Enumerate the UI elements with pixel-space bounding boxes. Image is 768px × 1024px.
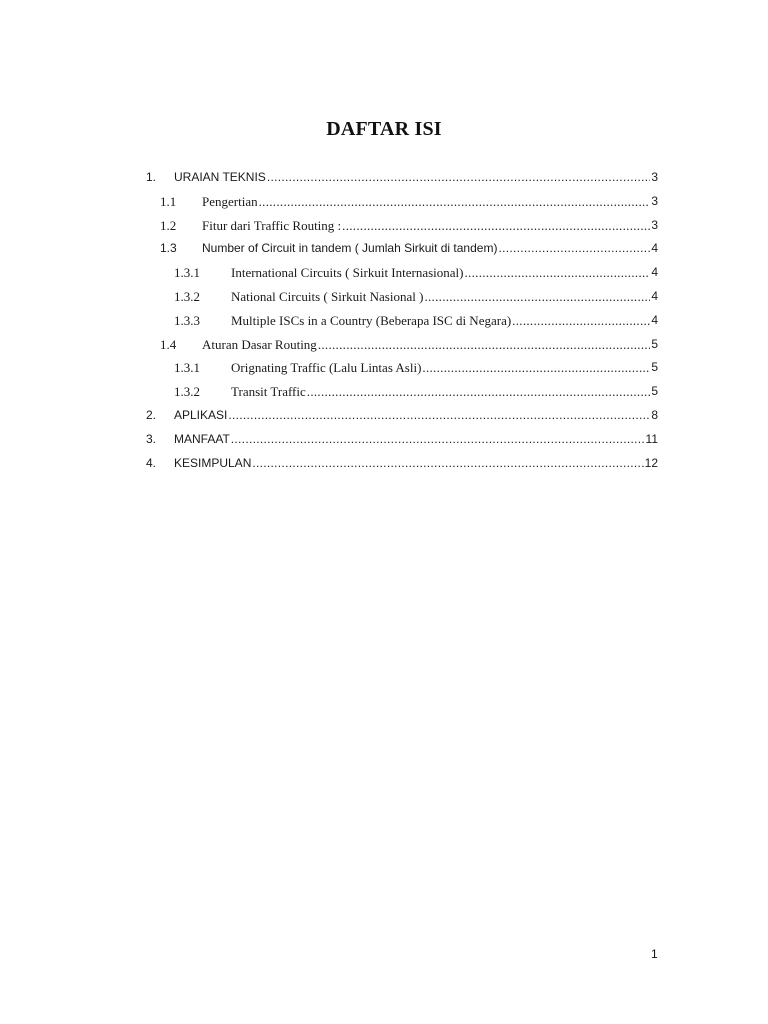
toc-entry-title: Multiple ISCs in a Country (Beberapa ISC di Negara) [231,312,512,328]
toc-entry[interactable] [146,166,658,190]
toc-entry[interactable] [146,452,658,476]
toc-entry[interactable] [146,380,658,404]
toc-dot-leader [259,190,651,214]
toc-entry-title: Aturan Dasar Routing [202,336,317,352]
toc-entry[interactable] [146,428,658,452]
toc-entry-page: 4 [651,265,658,280]
toc-entry-title: Number of Circuit in tandem ( Jumlah Sirkuit di tandem) [202,241,498,256]
toc-entry-number: 1.2 [160,217,177,233]
toc-entry-page: 11 [645,431,658,446]
toc-entry-number: 4. [146,455,157,470]
toc-dot-leader [307,380,651,404]
toc-entry-page: 8 [651,407,658,422]
toc-dot-leader [252,452,643,476]
toc-entry-page: 5 [651,360,658,375]
toc-dot-leader [465,261,651,285]
toc-entry-number: 1.3.1 [174,265,200,281]
toc-entry-page: 5 [651,384,658,399]
toc-dot-leader [342,214,650,238]
toc-entry-number: 1.4 [160,336,177,352]
toc-entry[interactable] [146,190,658,214]
toc-entry-number: 1. [146,170,157,184]
toc-entry-number: 3. [146,431,157,446]
toc-entry-title: KESIMPULAN [174,455,252,470]
toc-dot-leader [231,428,645,452]
toc-entry-page: 5 [651,336,658,351]
toc-dot-leader [498,237,650,261]
page-number: 1 [651,947,658,961]
toc-entry-number: 1.3.1 [174,360,200,376]
toc-entry[interactable] [146,356,658,380]
toc-entry-title: MANFAAT [174,431,230,446]
toc-entry-title: URAIAN TEKNIS [174,170,266,184]
toc-entry[interactable] [146,333,658,357]
toc-dot-leader [228,404,650,428]
toc-entry-page: 4 [651,312,658,327]
toc-entry-title: International Circuits ( Sirkuit Internasional) [231,265,464,281]
page-title: DAFTAR ISI [326,118,442,140]
toc-entry-title: Pengertian [202,193,258,209]
toc-entry[interactable] [146,404,658,428]
toc-entry-title: APLIKASI [174,407,228,422]
toc-entry[interactable] [146,285,658,309]
toc-entry-number: 2. [146,407,157,422]
toc-entry-page: 3 [651,217,658,232]
toc-dot-leader [267,166,651,190]
table-of-contents [146,166,658,475]
toc-dot-leader [422,356,650,380]
toc-entry-number: 1.3.3 [174,312,200,328]
toc-entry-number: 1.3.2 [174,288,200,304]
toc-entry-title: Fitur dari Traffic Routing : [202,217,342,233]
toc-entry[interactable] [146,261,658,285]
toc-entry-title: National Circuits ( Sirkuit Nasional ) [231,288,424,304]
toc-entry[interactable] [146,309,658,333]
toc-dot-leader [512,309,650,333]
toc-entry-number: 1.1 [160,193,177,209]
toc-entry-title: Transit Traffic [231,384,306,400]
toc-entry-page: 3 [651,193,658,208]
toc-entry-number: 1.3.2 [174,384,200,400]
toc-entry-page: 4 [651,241,658,256]
toc-entry-number: 1.3 [160,241,177,256]
toc-entry[interactable] [146,214,658,238]
toc-entry-page: 3 [651,170,658,184]
toc-dot-leader [424,285,650,309]
toc-entry-page: 12 [644,455,658,470]
toc-entry-title: Orignating Traffic (Lalu Lintas Asli) [231,360,422,376]
toc-dot-leader [318,333,651,357]
toc-entry-page: 4 [651,288,658,303]
toc-entry[interactable] [146,237,658,261]
